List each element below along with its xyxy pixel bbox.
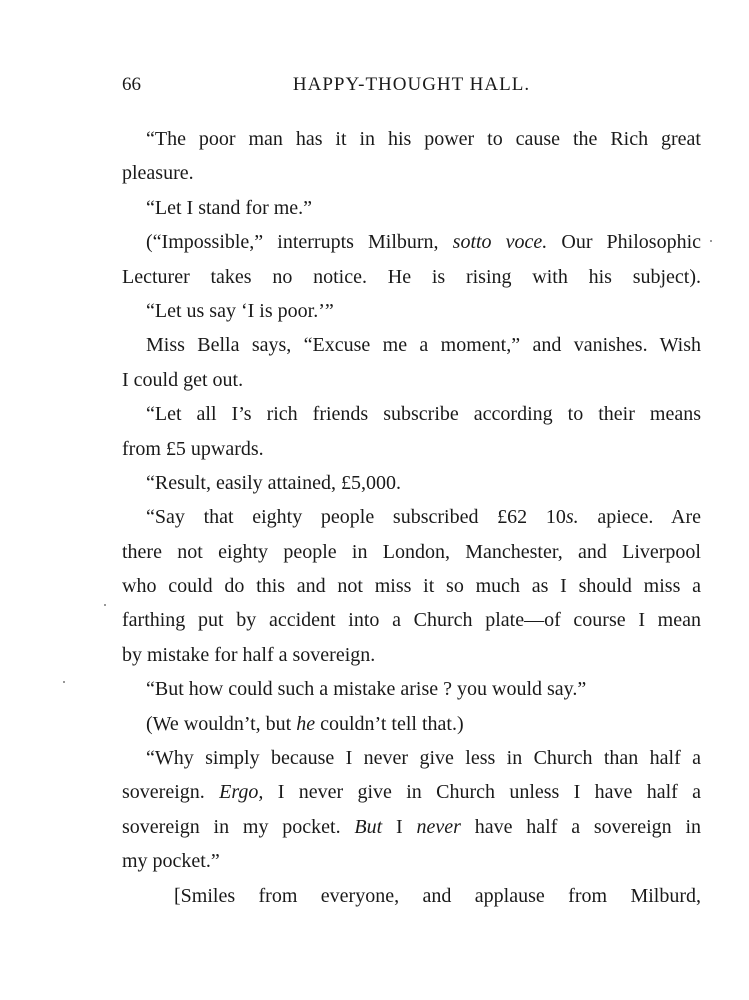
text-line: by mistake for half a sovereign. — [122, 643, 376, 666]
text-line: sovereign in my pocket. But I never have half a sovereign in — [122, 815, 702, 838]
text-line: “But how could such a mistake arise ? you would say.” — [146, 678, 587, 701]
text-line: “Why simply because I never give less in Church than half a — [146, 747, 701, 770]
text-line: there not eighty people in London, Manchester, and Liverpool — [122, 540, 701, 563]
text-line: “The poor man has it in his power to cause the Rich great — [146, 128, 701, 150]
text-line: from £5 upwards. — [122, 437, 264, 460]
text-line: “Let I stand for me.” — [146, 196, 313, 219]
text-line: [Smiles from everyone, and applause from Milburd, — [174, 884, 701, 907]
text-line: “Let all I’s rich friends subscribe according to their means — [146, 403, 701, 426]
text-line: who could do this and not miss it so much as I should miss a — [122, 575, 701, 598]
text-line: “Say that eighty people subscribed £62 10s. apiece. Are — [146, 506, 701, 529]
text-line: “Result, easily attained, £5,000. — [146, 471, 401, 494]
paper-speck — [63, 681, 65, 683]
text-line: I could get out. — [122, 368, 244, 391]
text-line: sovereign. Ergo, I never give in Church unless I have half a — [122, 781, 702, 804]
paper-speck — [710, 240, 712, 242]
text-line: farthing put by accident into a Church plate—of course I mean — [122, 609, 701, 632]
text-line: Lecturer takes no notice. He is rising with his subject). — [122, 265, 701, 288]
text-line: my pocket.” — [122, 850, 220, 873]
paper-speck — [104, 604, 106, 606]
text-line: pleasure. — [122, 162, 194, 185]
running-title: HAPPY-THOUGHT HALL. — [292, 74, 531, 95]
page-number: 66 — [122, 74, 141, 95]
text-line: Miss Bella says, “Excuse me a moment,” and vanishes. Wish — [146, 334, 701, 357]
text-line: “Let us say ‘I is poor.’” — [146, 299, 334, 322]
text-line: (“Impossible,” interrupts Milburn, sotto voce. Our Philosophic — [146, 231, 702, 254]
body-text — [122, 122, 701, 913]
page-header — [122, 74, 701, 98]
text-line: (We wouldn’t, but he couldn’t tell that.) — [146, 712, 464, 735]
